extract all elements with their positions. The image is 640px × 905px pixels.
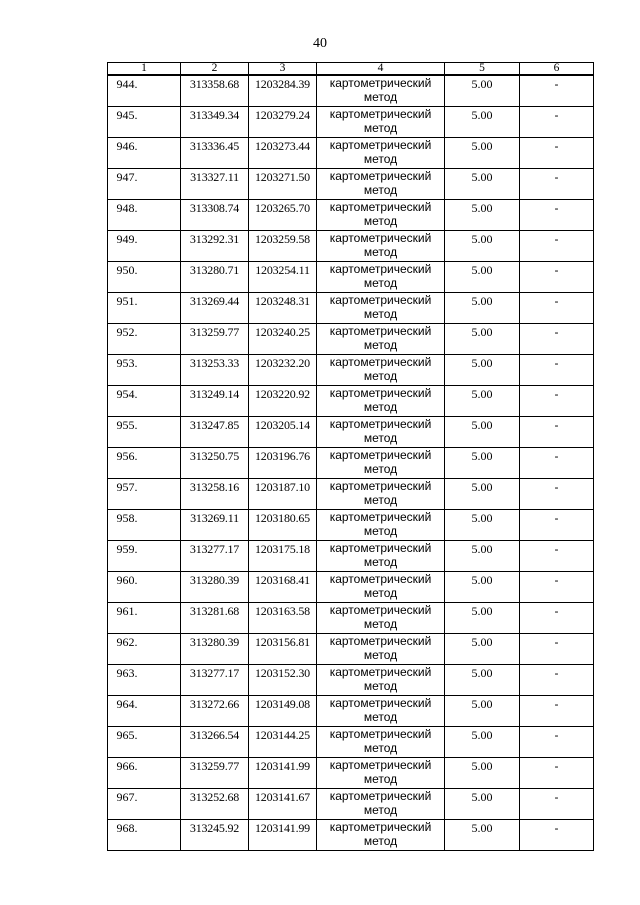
method-cell: картометрический метод — [317, 510, 445, 541]
y-coordinate-cell: 1203271.50 — [249, 169, 317, 200]
table-row — [108, 75, 594, 107]
x-coordinate-cell: 313269.11 — [181, 510, 249, 541]
y-coordinate-cell: 1203240.25 — [249, 324, 317, 355]
y-coordinate-cell: 1203175.18 — [249, 541, 317, 572]
accuracy-cell: 5.00 — [445, 789, 520, 820]
table-row — [108, 355, 594, 386]
accuracy-cell: 5.00 — [445, 169, 520, 200]
table-row — [108, 789, 594, 820]
method-cell: картометрический метод — [317, 727, 445, 758]
table-row — [108, 572, 594, 603]
y-coordinate-cell: 1203168.41 — [249, 572, 317, 603]
point-number-cell: 968. — [108, 820, 181, 851]
method-cell: картометрический метод — [317, 262, 445, 293]
point-number-cell: 952. — [108, 324, 181, 355]
point-number-cell: 958. — [108, 510, 181, 541]
accuracy-cell: 5.00 — [445, 138, 520, 169]
table-row — [108, 448, 594, 479]
x-coordinate-cell: 313258.16 — [181, 479, 249, 510]
point-number-cell: 949. — [108, 231, 181, 262]
method-cell: картометрический метод — [317, 572, 445, 603]
note-cell: - — [520, 727, 594, 758]
table-row — [108, 727, 594, 758]
method-cell: картометрический метод — [317, 169, 445, 200]
accuracy-cell: 5.00 — [445, 665, 520, 696]
table-row — [108, 603, 594, 634]
point-number-cell: 947. — [108, 169, 181, 200]
y-coordinate-cell: 1203259.58 — [249, 231, 317, 262]
x-coordinate-cell: 313292.31 — [181, 231, 249, 262]
method-cell: картометрический метод — [317, 665, 445, 696]
accuracy-cell: 5.00 — [445, 696, 520, 727]
point-number-cell: 956. — [108, 448, 181, 479]
point-number-cell: 963. — [108, 665, 181, 696]
y-coordinate-cell: 1203141.67 — [249, 789, 317, 820]
method-cell: картометрический метод — [317, 634, 445, 665]
note-cell: - — [520, 262, 594, 293]
y-coordinate-cell: 1203187.10 — [249, 479, 317, 510]
x-coordinate-cell: 313358.68 — [181, 75, 249, 107]
column-header: 1 — [108, 63, 181, 76]
accuracy-cell: 5.00 — [445, 355, 520, 386]
accuracy-cell: 5.00 — [445, 510, 520, 541]
method-cell: картометрический метод — [317, 324, 445, 355]
method-cell: картометрический метод — [317, 386, 445, 417]
accuracy-cell: 5.00 — [445, 417, 520, 448]
method-cell: картометрический метод — [317, 231, 445, 262]
method-cell: картометрический метод — [317, 603, 445, 634]
table-row — [108, 231, 594, 262]
y-coordinate-cell: 1203254.11 — [249, 262, 317, 293]
note-cell: - — [520, 758, 594, 789]
y-coordinate-cell: 1203152.30 — [249, 665, 317, 696]
table-row — [108, 324, 594, 355]
note-cell: - — [520, 603, 594, 634]
note-cell: - — [520, 75, 594, 107]
note-cell: - — [520, 200, 594, 231]
table-row — [108, 169, 594, 200]
point-number-cell: 945. — [108, 107, 181, 138]
table-row — [108, 634, 594, 665]
table-row — [108, 696, 594, 727]
x-coordinate-cell: 313349.34 — [181, 107, 249, 138]
note-cell: - — [520, 510, 594, 541]
accuracy-cell: 5.00 — [445, 324, 520, 355]
y-coordinate-cell: 1203196.76 — [249, 448, 317, 479]
method-cell: картометрический метод — [317, 417, 445, 448]
x-coordinate-cell: 313252.68 — [181, 789, 249, 820]
y-coordinate-cell: 1203265.70 — [249, 200, 317, 231]
accuracy-cell: 5.00 — [445, 727, 520, 758]
y-coordinate-cell: 1203279.24 — [249, 107, 317, 138]
y-coordinate-cell: 1203220.92 — [249, 386, 317, 417]
accuracy-cell: 5.00 — [445, 386, 520, 417]
note-cell: - — [520, 448, 594, 479]
point-number-cell: 959. — [108, 541, 181, 572]
table-row — [108, 386, 594, 417]
note-cell: - — [520, 417, 594, 448]
accuracy-cell: 5.00 — [445, 634, 520, 665]
accuracy-cell: 5.00 — [445, 603, 520, 634]
table-row — [108, 293, 594, 324]
y-coordinate-cell: 1203273.44 — [249, 138, 317, 169]
x-coordinate-cell: 313281.68 — [181, 603, 249, 634]
y-coordinate-cell: 1203141.99 — [249, 758, 317, 789]
column-header: 5 — [445, 63, 520, 76]
point-number-cell: 964. — [108, 696, 181, 727]
x-coordinate-cell: 313280.71 — [181, 262, 249, 293]
method-cell: картометрический метод — [317, 293, 445, 324]
method-cell: картометрический метод — [317, 75, 445, 107]
y-coordinate-cell: 1203180.65 — [249, 510, 317, 541]
note-cell: - — [520, 324, 594, 355]
x-coordinate-cell: 313259.77 — [181, 324, 249, 355]
method-cell: картометрический метод — [317, 107, 445, 138]
point-number-cell: 960. — [108, 572, 181, 603]
method-cell: картометрический метод — [317, 541, 445, 572]
x-coordinate-cell: 313277.17 — [181, 665, 249, 696]
method-cell: картометрический метод — [317, 355, 445, 386]
y-coordinate-cell: 1203284.39 — [249, 75, 317, 107]
column-header: 3 — [249, 63, 317, 76]
y-coordinate-cell: 1203163.58 — [249, 603, 317, 634]
method-cell: картометрический метод — [317, 789, 445, 820]
note-cell: - — [520, 107, 594, 138]
method-cell: картометрический метод — [317, 138, 445, 169]
point-number-cell: 962. — [108, 634, 181, 665]
table-row — [108, 665, 594, 696]
x-coordinate-cell: 313259.77 — [181, 758, 249, 789]
table-row — [108, 138, 594, 169]
x-coordinate-cell: 313269.44 — [181, 293, 249, 324]
point-number-cell: 950. — [108, 262, 181, 293]
point-number-cell: 957. — [108, 479, 181, 510]
table-row — [108, 200, 594, 231]
point-number-cell: 946. — [108, 138, 181, 169]
x-coordinate-cell: 313247.85 — [181, 417, 249, 448]
point-number-cell: 965. — [108, 727, 181, 758]
table-row — [108, 820, 594, 851]
note-cell: - — [520, 789, 594, 820]
y-coordinate-cell: 1203149.08 — [249, 696, 317, 727]
note-cell: - — [520, 169, 594, 200]
accuracy-cell: 5.00 — [445, 758, 520, 789]
coordinates-table — [107, 62, 594, 851]
accuracy-cell: 5.00 — [445, 75, 520, 107]
y-coordinate-cell: 1203248.31 — [249, 293, 317, 324]
note-cell: - — [520, 696, 594, 727]
method-cell: картометрический метод — [317, 696, 445, 727]
method-cell: картометрический метод — [317, 448, 445, 479]
x-coordinate-cell: 313327.11 — [181, 169, 249, 200]
point-number-cell: 961. — [108, 603, 181, 634]
accuracy-cell: 5.00 — [445, 479, 520, 510]
table-row — [108, 107, 594, 138]
note-cell: - — [520, 293, 594, 324]
point-number-cell: 967. — [108, 789, 181, 820]
y-coordinate-cell: 1203205.14 — [249, 417, 317, 448]
note-cell: - — [520, 820, 594, 851]
point-number-cell: 955. — [108, 417, 181, 448]
point-number-cell: 953. — [108, 355, 181, 386]
accuracy-cell: 5.00 — [445, 541, 520, 572]
table-row — [108, 758, 594, 789]
y-coordinate-cell: 1203156.81 — [249, 634, 317, 665]
note-cell: - — [520, 138, 594, 169]
accuracy-cell: 5.00 — [445, 107, 520, 138]
point-number-cell: 948. — [108, 200, 181, 231]
accuracy-cell: 5.00 — [445, 448, 520, 479]
y-coordinate-cell: 1203141.99 — [249, 820, 317, 851]
table-row — [108, 479, 594, 510]
x-coordinate-cell: 313272.66 — [181, 696, 249, 727]
method-cell: картометрический метод — [317, 758, 445, 789]
x-coordinate-cell: 313253.33 — [181, 355, 249, 386]
accuracy-cell: 5.00 — [445, 262, 520, 293]
note-cell: - — [520, 634, 594, 665]
x-coordinate-cell: 313280.39 — [181, 634, 249, 665]
table-row — [108, 417, 594, 448]
table-row — [108, 510, 594, 541]
note-cell: - — [520, 572, 594, 603]
accuracy-cell: 5.00 — [445, 572, 520, 603]
page-number: 40 — [313, 36, 327, 51]
y-coordinate-cell: 1203144.25 — [249, 727, 317, 758]
point-number-cell: 944. — [108, 75, 181, 107]
column-header: 2 — [181, 63, 249, 76]
x-coordinate-cell: 313245.92 — [181, 820, 249, 851]
point-number-cell: 954. — [108, 386, 181, 417]
table-body — [108, 75, 594, 851]
y-coordinate-cell: 1203232.20 — [249, 355, 317, 386]
accuracy-cell: 5.00 — [445, 200, 520, 231]
note-cell: - — [520, 355, 594, 386]
accuracy-cell: 5.00 — [445, 231, 520, 262]
x-coordinate-cell: 313266.54 — [181, 727, 249, 758]
table-header-row — [108, 63, 594, 76]
method-cell: картометрический метод — [317, 479, 445, 510]
column-header: 6 — [520, 63, 594, 76]
x-coordinate-cell: 313280.39 — [181, 572, 249, 603]
x-coordinate-cell: 313336.45 — [181, 138, 249, 169]
accuracy-cell: 5.00 — [445, 820, 520, 851]
table-row — [108, 541, 594, 572]
note-cell: - — [520, 541, 594, 572]
x-coordinate-cell: 313250.75 — [181, 448, 249, 479]
accuracy-cell: 5.00 — [445, 293, 520, 324]
note-cell: - — [520, 386, 594, 417]
note-cell: - — [520, 231, 594, 262]
table-row — [108, 262, 594, 293]
method-cell: картометрический метод — [317, 200, 445, 231]
x-coordinate-cell: 313277.17 — [181, 541, 249, 572]
point-number-cell: 951. — [108, 293, 181, 324]
column-header: 4 — [317, 63, 445, 76]
x-coordinate-cell: 313249.14 — [181, 386, 249, 417]
method-cell: картометрический метод — [317, 820, 445, 851]
point-number-cell: 966. — [108, 758, 181, 789]
note-cell: - — [520, 479, 594, 510]
x-coordinate-cell: 313308.74 — [181, 200, 249, 231]
note-cell: - — [520, 665, 594, 696]
